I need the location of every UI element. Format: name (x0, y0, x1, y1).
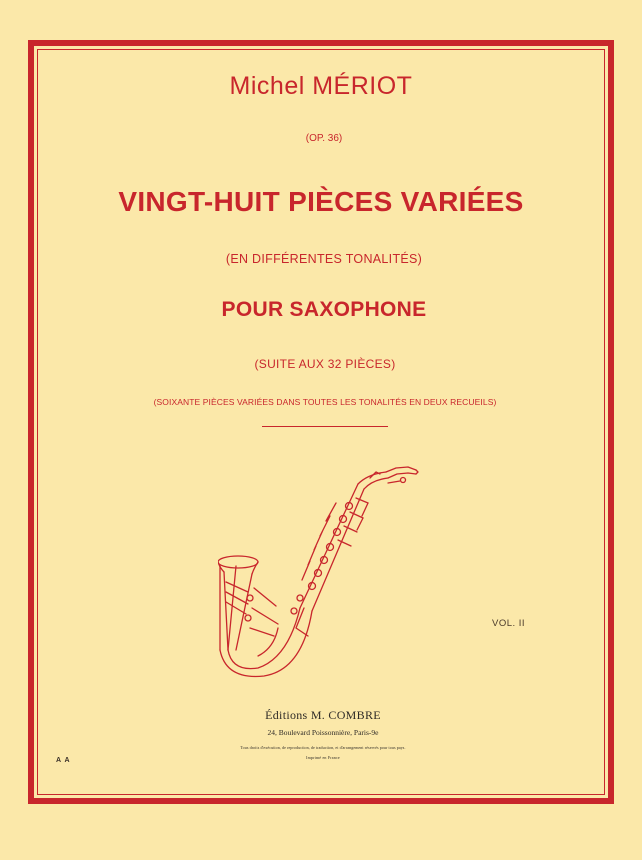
publisher-name: Éditions M. COMBRE (265, 708, 381, 722)
work-title: VINGT-HUIT PIÈCES VARIÉES (118, 186, 524, 217)
saxophone-icon (218, 458, 428, 680)
volume-number: VOL. II (492, 618, 526, 629)
instrument-label: POUR SAXOPHONE (221, 298, 427, 321)
divider-rule (262, 426, 388, 427)
inner-border-frame (37, 49, 605, 795)
composer-name: Michel MÉRIOT (229, 72, 413, 100)
opus-number: (OP. 36) (305, 133, 343, 144)
collection-note: (SOIXANTE PIÈCES VARIÉES DANS TOUTES LES TONALITÉS EN DEUX RECUEILS) (153, 397, 497, 407)
work-subtitle: (EN DIFFÉRENTES TONALITÉS) (225, 252, 423, 266)
publisher-rights-notice: Tous droits d'exécution, de reproduction, de traduction, et d'arrangement réservés pour tous pays. (240, 745, 406, 750)
suite-note: (SUITE AUX 32 PIÈCES) (254, 357, 396, 371)
catalog-mark: A A (56, 757, 71, 764)
publisher-country-notice: Imprimé en France (306, 755, 340, 760)
publisher-address: 24, Boulevard Poissonnière, Paris-9e (267, 728, 379, 737)
